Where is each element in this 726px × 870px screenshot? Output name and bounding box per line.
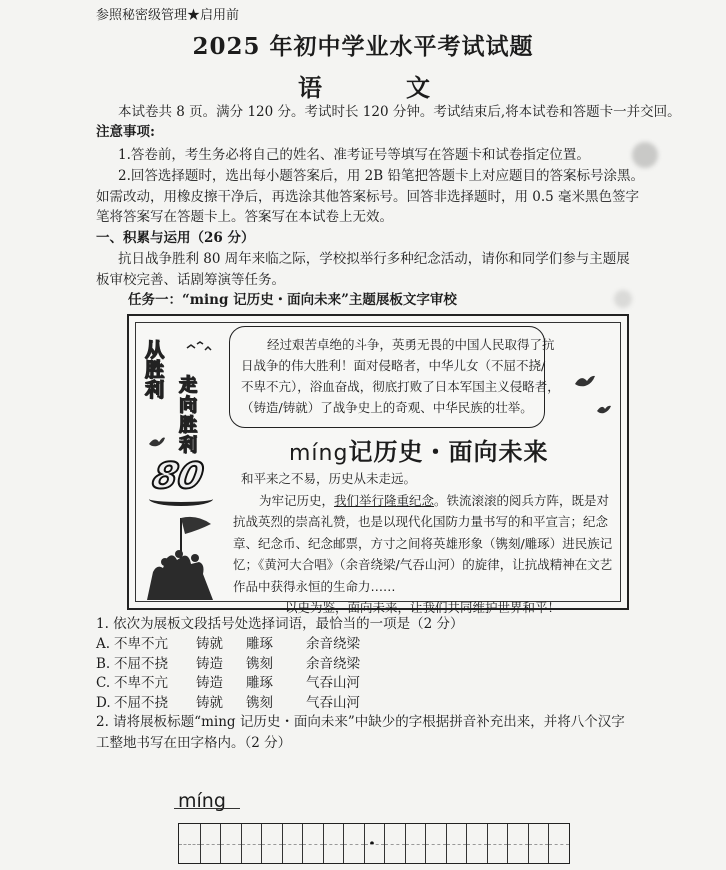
option-word: 雕琢 <box>246 636 273 652</box>
grid-cell[interactable] <box>343 824 364 863</box>
exam-title: 2025 年初中学业水平考试试题 <box>192 33 534 60</box>
option-word: 铸就 <box>196 694 223 711</box>
dove-icon <box>147 434 167 450</box>
grid-cell[interactable] <box>425 824 446 863</box>
option-label: D. <box>96 694 111 711</box>
option-label: A. <box>96 636 111 652</box>
grid-cell[interactable] <box>507 824 528 863</box>
dove-icon <box>573 372 597 390</box>
bubble-line: 日战争的伟大胜利！面对侵略者，中华儿女（不屈不挠/ <box>241 358 546 373</box>
option-word: 不卑不亢 <box>114 636 168 652</box>
option-word: 镌刻 <box>246 655 273 672</box>
subject-char-2: 文 <box>406 73 430 102</box>
q1-option-b <box>96 654 360 674</box>
bubble-line: （铸造/铸就）了战争史上的奇观、中华民族的壮举。 <box>241 400 533 415</box>
grid-cell-separator[interactable] <box>364 824 385 863</box>
grid-cell[interactable] <box>446 824 467 863</box>
grid-cell[interactable] <box>200 824 221 863</box>
soldiers-flag-illustration <box>139 512 221 600</box>
dove-icon <box>595 402 613 416</box>
grid-cell[interactable] <box>487 824 508 863</box>
bubble-text <box>241 334 560 418</box>
option-word: 余音绕梁 <box>306 636 360 652</box>
exhibition-poster <box>127 314 629 615</box>
poster-body-line: 以史为鉴，面向未来，让我们共同维护世界和平！ <box>285 600 561 615</box>
grid-cell[interactable] <box>220 824 241 863</box>
q1-stem: 1. 依次为展板文段括号处选择词语，最恰当的一项是（2 分） <box>96 616 464 632</box>
subject-char-1: 语 <box>298 73 322 102</box>
poster-body-line: 作品中获得永恒的生命力…… <box>233 578 396 594</box>
option-word: 铸就 <box>196 636 223 652</box>
badge-ring <box>149 492 213 506</box>
poster-body-segment: 为牢记历史， <box>259 492 335 508</box>
poster-body <box>233 468 617 619</box>
q2-line-1: 2. 请将展板标题“ming 记历史・面向未来”中缺少的字根据拼音补充出来，并将八个汉字 <box>96 714 625 730</box>
flying-birds-icon <box>185 340 215 356</box>
option-word: 铸造 <box>196 675 223 691</box>
notes-item-2-line-3: 笔将答案写在答题卡上。答案写在本试卷上无效。 <box>96 209 393 225</box>
option-word: 气吞山河 <box>306 694 360 711</box>
notes-item-1: 1.答卷前，考生务必将自己的姓名、准考证号等填写在答题卡和试卷指定位置。 <box>118 147 590 163</box>
poster-title <box>289 432 548 467</box>
scan-smudge <box>614 290 632 308</box>
grid-cell[interactable] <box>261 824 282 863</box>
option-word: 不屈不挠 <box>114 655 168 672</box>
option-word: 铸造 <box>196 655 223 672</box>
q2-line-2: 工整地书写在田字格内。（2 分） <box>96 735 292 751</box>
grid-cell[interactable] <box>241 824 262 863</box>
grid-cell[interactable] <box>179 824 200 863</box>
scan-smudge <box>632 142 658 168</box>
grid-cell[interactable] <box>528 824 549 863</box>
q1-option-c <box>96 673 360 693</box>
grid-cell[interactable] <box>548 824 569 863</box>
notes-item-2-line-2: 如需改动，用橡皮擦干净后，再选涂其他答案标号。回答非选择题时，用 0.5 毫米黑色签字 <box>96 189 640 205</box>
poster-body-segment: 。铁流滚滚的阅兵方阵，既是对 <box>434 492 610 508</box>
poster-title-text: 记历史・面向未来 <box>348 438 549 466</box>
notes-item-2-line-1: 2.回答选择题时，选出每小题答案后，用 2B 铅笔把答题卡上对应题目的答案标号涂黑。 <box>118 168 644 184</box>
anniversary-80-badge: 80 <box>149 456 207 497</box>
grid-cell[interactable] <box>405 824 426 863</box>
option-word: 镌刻 <box>246 694 273 711</box>
poster-vertical-text-2: 走向胜利 <box>179 375 197 456</box>
poster-body-line: 和平来之不易，历史从未走远。 <box>241 471 417 486</box>
section-lead-line-2: 板审校完善、话剧筹演等任务。 <box>96 272 285 288</box>
option-word: 余音绕梁 <box>306 655 360 672</box>
grid-cell[interactable] <box>384 824 405 863</box>
task1-heading: 任务一：“ming 记历史・面向未来”主题展板文字审校 <box>128 292 457 308</box>
option-label: B. <box>96 655 111 672</box>
poster-body-line: 忆；《黄河大合唱》（余音绕梁/气吞山河）的旋律，让抗战精神在文艺 <box>233 557 613 572</box>
q1-option-a <box>96 634 360 654</box>
q1-option-d <box>96 693 360 713</box>
notes-heading: 注意事项: <box>96 124 155 140</box>
grid-cell[interactable] <box>466 824 487 863</box>
poster-vertical-text-1: 从胜利 <box>145 339 165 401</box>
bubble-line: 不卑不亢），浴血奋战，彻底打败了日本军国主义侵略者， <box>241 379 560 394</box>
secrecy-label: 参照秘密级管理★启用前 <box>96 8 240 23</box>
exam-intro: 本试卷共 8 页。满分 120 分。考试时长 120 分钟。考试结束后,将本试卷和答题卡一并交回。 <box>118 104 681 120</box>
option-word: 气吞山河 <box>306 675 360 691</box>
answer-pinyin: míng <box>178 790 226 812</box>
grid-cell[interactable] <box>302 824 323 863</box>
poster-title-pinyin: míng <box>289 441 349 466</box>
pinyin-underline <box>174 808 240 809</box>
underlined-phrase: 我们举行隆重纪念 <box>334 492 435 508</box>
option-word: 不屈不挠 <box>114 694 168 711</box>
option-word: 雕琢 <box>246 675 273 691</box>
bubble-line: 经过艰苦卓绝的斗争，英勇无畏的中国人民取得了抗 <box>267 337 555 352</box>
grid-cell[interactable] <box>323 824 344 863</box>
poster-body-line: 抗战英烈的崇高礼赞，也是以现代化国防力量书写的和平宣言；纪念 <box>233 514 609 529</box>
option-label: C. <box>96 675 111 691</box>
section-heading: 一、积累与运用（26 分） <box>96 230 255 246</box>
tianzige-answer-grid[interactable] <box>178 823 570 864</box>
grid-cell[interactable] <box>282 824 303 863</box>
poster-body-line <box>233 490 617 512</box>
section-lead-line-1: 抗日战争胜利 80 周年来临之际，学校拟举行多种纪念活动，请你和同学们参与主题展 <box>118 251 630 267</box>
poster-body-line: 章、纪念币、纪念邮票，方寸之间将英雄形象（镌刻/雕琢）进民族记 <box>233 535 613 551</box>
subject-title <box>298 68 430 103</box>
option-word: 不卑不亢 <box>114 675 168 691</box>
